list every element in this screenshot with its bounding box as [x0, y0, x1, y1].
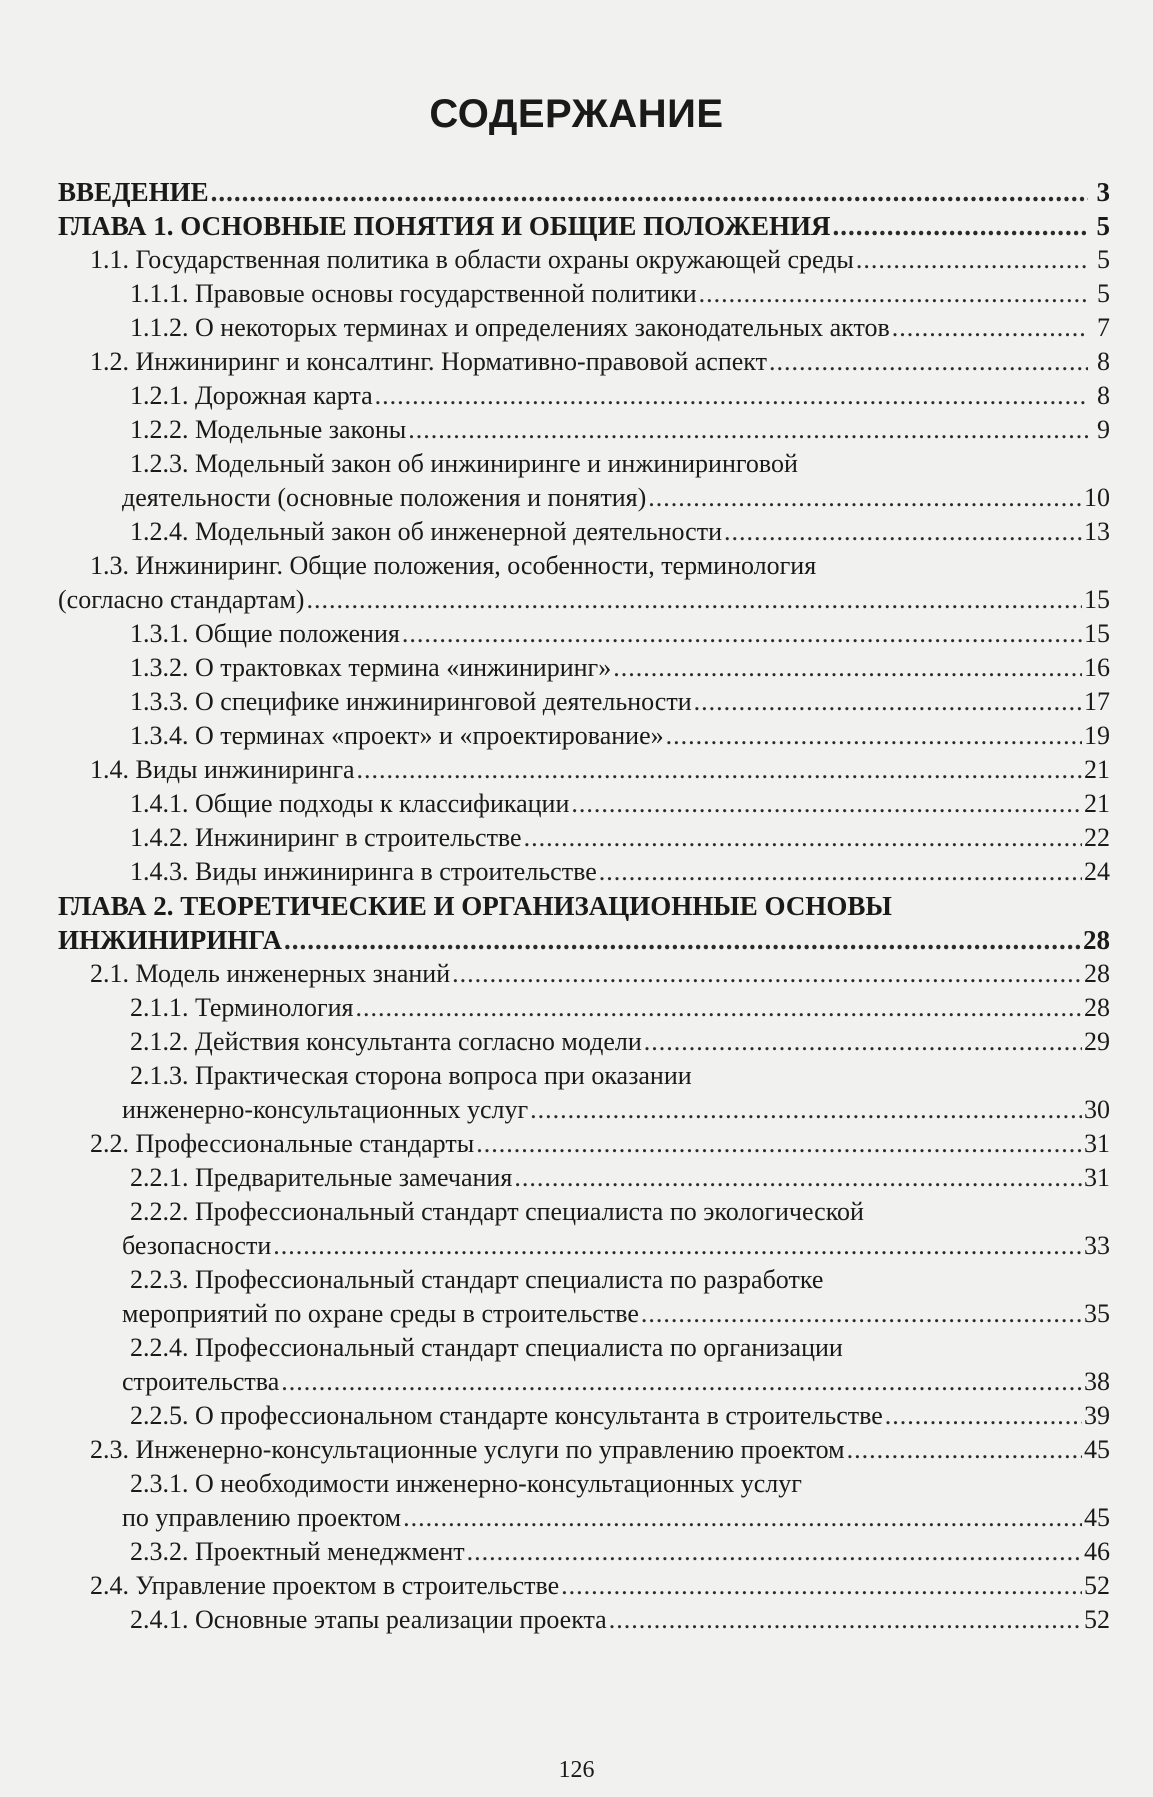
toc-entry-title: 1.3. Инжиниринг. Общие положения, особенности, терминология: [90, 551, 817, 580]
dot-leader: [571, 787, 1082, 821]
toc-entry-title: 1.3.1. Общие положения: [130, 619, 400, 648]
dot-leader: [892, 311, 1088, 345]
toc-entry: [58, 719, 1110, 753]
toc-page-number: 19: [1084, 721, 1110, 750]
toc-page-number: 28: [1084, 993, 1110, 1022]
toc-entry: [58, 277, 1110, 311]
toc-entry-title: по управлению проектом: [122, 1503, 402, 1532]
toc-page-number: 30: [1084, 1095, 1110, 1124]
toc-entry-title: 1.2.2. Модельные законы: [130, 415, 407, 444]
dot-leader: [694, 685, 1082, 719]
toc-entry: [58, 1603, 1110, 1637]
toc-page-number: 22: [1084, 823, 1110, 852]
dot-leader: [375, 379, 1088, 413]
dot-leader: [467, 1535, 1082, 1569]
toc-page-number: 39: [1084, 1401, 1110, 1430]
toc-entry: [58, 651, 1110, 685]
toc-page-number: 15: [1084, 585, 1110, 614]
toc-chapter-entry: [58, 175, 1110, 209]
toc-entry-title: мероприятий по охране среды в строительстве: [122, 1299, 639, 1328]
toc-entry-title: 1.4.3. Виды инжиниринга в строительстве: [130, 857, 597, 886]
toc-entry-title: 2.2.4. Профессиональный стандарт специалиста по организации: [130, 1333, 843, 1362]
toc-entry-title: 2.2.1. Предварительные замечания: [130, 1163, 513, 1192]
dot-leader: [699, 277, 1088, 311]
dot-leader: [452, 957, 1082, 991]
toc-entry: [58, 1263, 1110, 1331]
toc-page-number: 13: [1084, 517, 1110, 546]
toc-entry-title: 2.2.5. О профессиональном стандарте консультанта в строительстве: [130, 1401, 883, 1430]
toc-entry-title: 1.1. Государственная политика в области охраны окружающей среды: [90, 245, 854, 274]
toc-entry: [58, 617, 1110, 651]
dot-leader: [530, 1093, 1082, 1127]
toc-entry-title: ГЛАВА 1. ОСНОВНЫЕ ПОНЯТИЯ И ОБЩИЕ ПОЛОЖЕНИЯ: [58, 211, 831, 241]
dot-leader: [357, 753, 1082, 787]
toc-entry-title: инженерно-консультационных услуг: [122, 1095, 529, 1124]
dot-leader: [599, 855, 1082, 889]
toc-page-number: 8: [1097, 381, 1110, 410]
dot-leader: [211, 175, 1088, 209]
dot-leader: [648, 481, 1082, 515]
toc-entry-title: 1.3.3. О специфике инжиниринговой деятельности: [130, 687, 692, 716]
toc-entry-title: 1.2. Инжиниринг и консалтинг. Нормативно-правовой аспект: [90, 347, 767, 376]
toc-page-number: 38: [1084, 1367, 1110, 1396]
toc-chapter-entry: [58, 209, 1110, 243]
toc-entry-title: 2.1. Модель инженерных знаний: [90, 959, 451, 988]
toc-page-number: 15: [1084, 619, 1110, 648]
toc-entry: [58, 1433, 1110, 1467]
dot-leader: [356, 991, 1083, 1025]
toc-entry: [58, 1195, 1110, 1263]
toc-entry: [58, 379, 1110, 413]
toc-entry-title: ВВЕДЕНИЕ: [58, 177, 209, 207]
toc-entry-title: 2.2. Профессиональные стандарты: [90, 1129, 475, 1158]
dot-leader: [644, 1025, 1082, 1059]
toc-entry-title: 1.4. Виды инжиниринга: [90, 755, 355, 784]
toc-page-number: 21: [1084, 789, 1110, 818]
toc-page-number: 5: [1096, 211, 1110, 241]
toc-entry-title: 2.3.1. О необходимости инженерно-консультационных услуг: [130, 1469, 802, 1498]
toc-page-number: 45: [1084, 1435, 1110, 1464]
toc-entry-title: 2.3.2. Проектный менеджмент: [130, 1537, 465, 1566]
toc-entry: [58, 243, 1110, 277]
toc-entry-title: 1.2.3. Модельный закон об инжиниринге и инжиниринговой: [130, 449, 798, 478]
dot-leader: [524, 821, 1082, 855]
dot-leader: [885, 1399, 1082, 1433]
toc-entry: [58, 991, 1110, 1025]
toc-entry-title: 2.2.3. Профессиональный стандарт специалиста по разработке: [130, 1265, 824, 1294]
dot-leader: [402, 617, 1082, 651]
dot-leader: [514, 1161, 1082, 1195]
toc-page-number: 28: [1084, 959, 1110, 988]
toc-entry-title: 1.4.2. Инжиниринг в строительстве: [130, 823, 522, 852]
toc-entry-title: 1.3.4. О терминах «проект» и «проектирование»: [130, 721, 664, 750]
toc-page-number: 8: [1097, 347, 1110, 376]
toc-entry: [58, 821, 1110, 855]
toc-page-number: 46: [1084, 1537, 1110, 1566]
toc-entry: [58, 1535, 1110, 1569]
toc-entry: [58, 855, 1110, 889]
toc-entry: [58, 1161, 1110, 1195]
toc-entry: [58, 549, 1110, 617]
toc-entry-title: 2.2.2. Профессиональный стандарт специалиста по экологической: [130, 1197, 864, 1226]
dot-leader: [832, 209, 1088, 243]
toc-page-number: 10: [1084, 483, 1110, 512]
page-number: 126: [558, 1757, 595, 1783]
toc-entry-title: 2.3. Инженерно-консультационные услуги по управлению проектом: [90, 1435, 845, 1464]
toc-page-number: 7: [1097, 313, 1110, 342]
toc-entry-title: ИНЖИНИРИНГА: [58, 925, 282, 955]
toc-entry: [58, 447, 1110, 515]
toc-entry: [58, 753, 1110, 787]
dot-leader: [613, 651, 1082, 685]
dot-leader: [306, 583, 1082, 617]
toc-entry-title: 1.2.1. Дорожная карта: [130, 381, 373, 410]
dot-leader: [847, 1433, 1082, 1467]
toc-page-number: 17: [1084, 687, 1110, 716]
toc-entry: [58, 1025, 1110, 1059]
toc-entry: [58, 311, 1110, 345]
toc-page-number: 28: [1083, 925, 1110, 955]
toc-page-number: 21: [1084, 755, 1110, 784]
toc-page-number: 16: [1084, 653, 1110, 682]
toc-entry: [58, 1059, 1110, 1127]
toc-entry-title: 2.4.1. Основные этапы реализации проекта: [130, 1605, 607, 1634]
dot-leader: [641, 1297, 1082, 1331]
toc-entry: [58, 1399, 1110, 1433]
toc-entry-title: безопасности: [122, 1231, 272, 1260]
dot-leader: [403, 1501, 1082, 1535]
toc-entry-title: 1.3.2. О трактовках термина «инжиниринг»: [130, 653, 612, 682]
toc-entry-title: 2.1.1. Терминология: [130, 993, 354, 1022]
toc-page-number: 52: [1084, 1605, 1110, 1634]
toc-entry: [58, 1331, 1110, 1399]
toc-entry: [58, 413, 1110, 447]
toc-page-number: 24: [1084, 857, 1110, 886]
toc-entry: [58, 1569, 1110, 1603]
table-of-contents: [58, 175, 1110, 1637]
toc-entry-title: 1.1.1. Правовые основы государственной политики: [130, 279, 697, 308]
dot-leader: [769, 345, 1088, 379]
toc-entry-title: 2.1.2. Действия консультанта согласно модели: [130, 1027, 642, 1056]
toc-entry: [58, 957, 1110, 991]
toc-page-number: 31: [1084, 1163, 1110, 1192]
dot-leader: [281, 1365, 1082, 1399]
toc-entry-title: ГЛАВА 2. ТЕОРЕТИЧЕСКИЕ И ОРГАНИЗАЦИОННЫЕ ОСНОВЫ: [58, 891, 892, 921]
dot-leader: [273, 1229, 1082, 1263]
toc-page-number: 33: [1084, 1231, 1110, 1260]
toc-entry-title: (согласно стандартам): [58, 585, 305, 614]
toc-entry-title: 1.1.2. О некоторых терминах и определениях законодательных актов: [130, 313, 890, 342]
dot-leader: [408, 413, 1088, 447]
toc-page-number: 35: [1084, 1299, 1110, 1328]
toc-page-number: 3: [1096, 177, 1110, 207]
toc-entry: [58, 787, 1110, 821]
toc-entry: [58, 515, 1110, 549]
toc-page-number: 52: [1084, 1571, 1110, 1600]
toc-entry-title: 2.1.3. Практическая сторона вопроса при оказании: [130, 1061, 692, 1090]
toc-entry: [58, 345, 1110, 379]
toc-entry-title: 2.4. Управление проектом в строительстве: [90, 1571, 560, 1600]
toc-chapter-entry: [58, 889, 1110, 957]
toc-page-number: 31: [1084, 1129, 1110, 1158]
dot-leader: [856, 243, 1088, 277]
toc-entry-title: деятельности (основные положения и понятия): [122, 483, 647, 512]
dot-leader: [561, 1569, 1082, 1603]
toc-entry-title: 1.4.1. Общие подходы к классификации: [130, 789, 570, 818]
toc-title: СОДЕРЖАНИЕ: [429, 92, 724, 136]
toc-entry: [58, 685, 1110, 719]
toc-page-number: 9: [1097, 415, 1110, 444]
toc-page-number: 29: [1084, 1027, 1110, 1056]
toc-entry-title: 1.2.4. Модельный закон об инженерной деятельности: [130, 517, 722, 546]
toc-entry: [58, 1127, 1110, 1161]
dot-leader: [476, 1127, 1082, 1161]
dot-leader: [724, 515, 1082, 549]
dot-leader: [284, 923, 1081, 957]
toc-entry-title: строительства: [122, 1367, 280, 1396]
toc-page-number: 45: [1084, 1503, 1110, 1532]
toc-entry: [58, 1467, 1110, 1535]
toc-page-number: 5: [1097, 279, 1110, 308]
dot-leader: [609, 1603, 1082, 1637]
dot-leader: [666, 719, 1082, 753]
toc-page-number: 5: [1097, 245, 1110, 274]
